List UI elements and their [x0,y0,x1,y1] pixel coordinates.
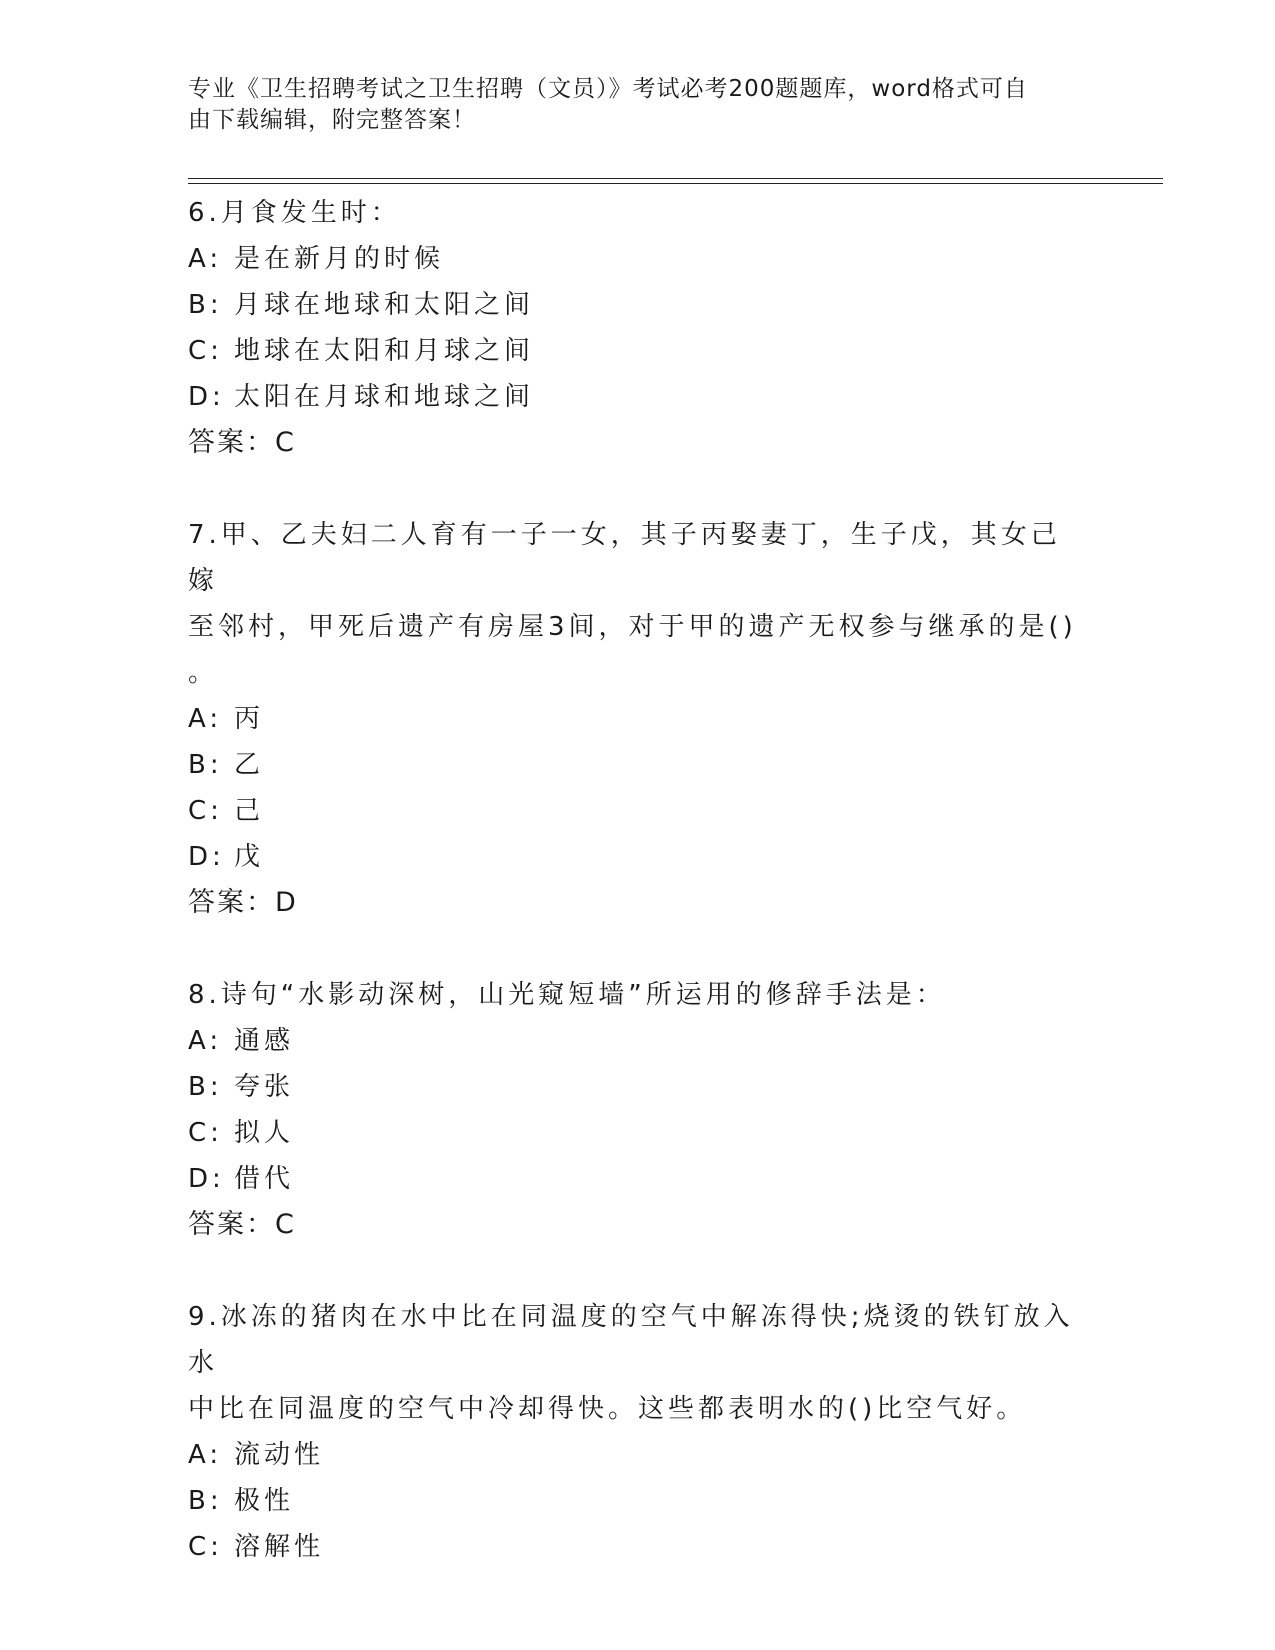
answer-option [188,788,1088,834]
header-line-2: 由下载编辑，附完整答案！ [188,107,476,133]
answer-option [188,1156,1088,1202]
answer-key: 答案：D [188,887,298,918]
document-header [188,74,1088,136]
answer-option [188,1432,1088,1478]
option-text: 地球在太阳和月球之间 [234,336,535,366]
answer-option [188,834,1088,880]
question-item [188,972,1088,1248]
question-stem-line: 6.月食发生时： [188,198,401,228]
answer-option [188,1478,1088,1524]
option-text: 是在新月的时候 [234,244,445,274]
option-text: 太阳在月球和地球之间 [234,382,535,412]
option-letter: B: [188,1486,223,1516]
answer-option [188,1064,1088,1110]
question-stem-line: 至邻村，甲死后遗产有房屋3间，对于甲的遗产无权参与继承的是() [188,612,1077,642]
option-text: 通感 [234,1026,295,1056]
option-letter: B: [188,290,223,320]
option-letter: A: [188,1440,223,1470]
option-letter: D: [188,382,225,412]
question-stem-line: 中比在同温度的空气中冷却得快。这些都表明水的()比空气好。 [188,1394,1027,1424]
answer-option [188,374,1088,420]
question-list [188,190,1088,1616]
option-text: 借代 [234,1164,295,1194]
header-divider-bottom [188,183,1163,184]
answer-key: 答案：C [188,427,296,458]
option-text: 月球在地球和太阳之间 [234,290,535,320]
header-divider-top [188,178,1163,179]
answer-key: 答案：C [188,1209,296,1240]
option-text: 溶解性 [234,1532,325,1562]
answer-option [188,282,1088,328]
option-text: 拟人 [234,1118,295,1148]
question-item [188,190,1088,466]
option-letter: A: [188,244,223,274]
question-stem-line: 。 [188,658,219,688]
option-letter: C: [188,1118,223,1148]
option-text: 戊 [234,842,265,872]
question-stem-line: 9.冰冻的猪肉在水中比在同温度的空气中解冻得快;烧烫的铁钉放入水 [188,1302,1074,1378]
option-text: 乙 [234,750,265,780]
question-stem-line: 7.甲、乙夫妇二人育有一子一女，其子丙娶妻丁，生子戊，其女己嫁 [188,520,1061,596]
option-letter: C: [188,336,223,366]
option-letter: D: [188,842,225,872]
answer-option [188,1110,1088,1156]
option-letter: C: [188,796,223,826]
option-letter: D: [188,1164,225,1194]
answer-option [188,1018,1088,1064]
option-text: 夸张 [234,1072,295,1102]
option-letter: C: [188,1532,223,1562]
answer-option [188,1524,1088,1570]
option-text: 丙 [234,704,265,734]
question-item [188,512,1088,926]
header-line-1: 专业《卫生招聘考试之卫生招聘（文员）》考试必考200题题库，word格式可自 [188,76,1028,102]
answer-option [188,696,1088,742]
option-letter: B: [188,750,223,780]
answer-option [188,328,1088,374]
option-letter: A: [188,1026,223,1056]
option-text: 流动性 [234,1440,325,1470]
question-item [188,1294,1088,1570]
option-letter: B: [188,1072,223,1102]
question-stem-line: 8.诗句“水影动深树，山光窥短墙”所运用的修辞手法是： [188,980,946,1010]
option-letter: A: [188,704,223,734]
option-text: 极性 [234,1486,295,1516]
option-text: 己 [234,796,265,826]
answer-option [188,742,1088,788]
answer-option [188,236,1088,282]
